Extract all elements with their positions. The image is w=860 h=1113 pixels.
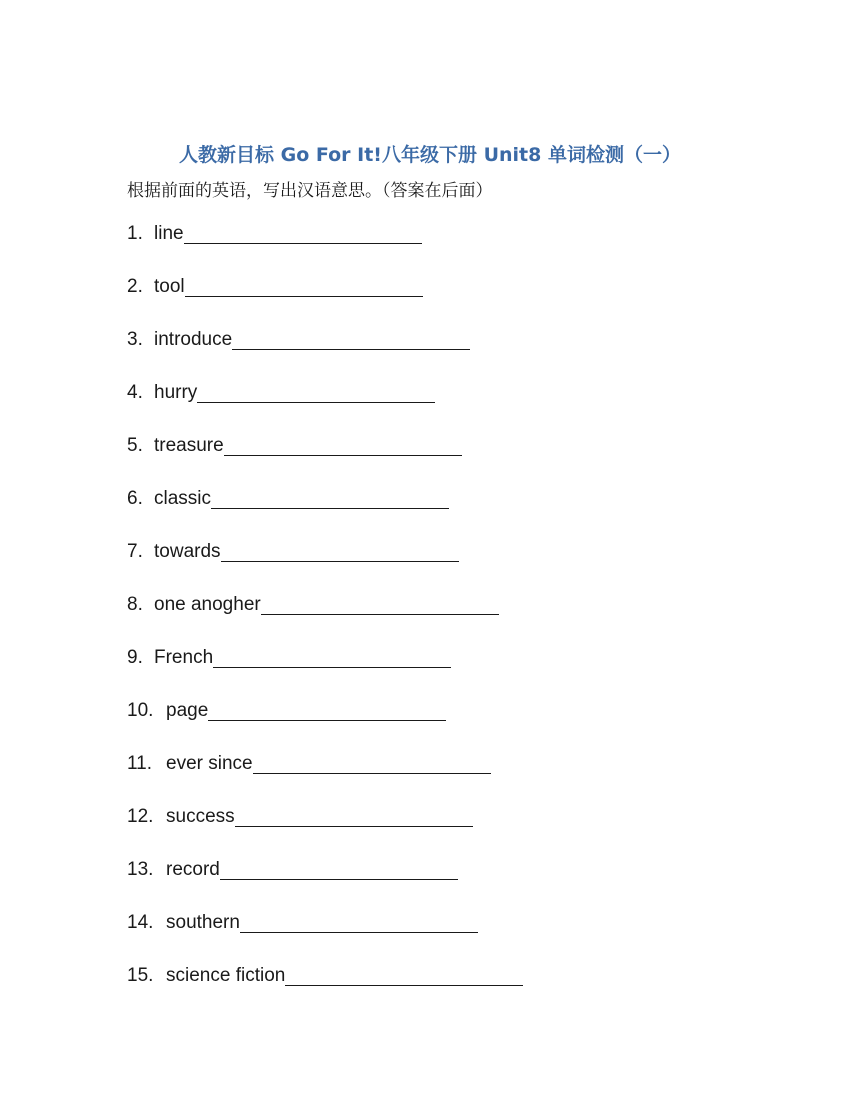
item-word: record — [166, 859, 220, 880]
item-number: 9. — [127, 647, 143, 668]
item-number: 12. — [127, 806, 154, 827]
vocab-item — [127, 274, 523, 327]
item-word: treasure — [154, 435, 224, 456]
item-number: 10. — [127, 700, 154, 721]
vocab-item — [127, 486, 523, 539]
item-word: French — [154, 647, 214, 668]
answer-blank[interactable] — [285, 963, 523, 986]
vocab-item — [127, 592, 523, 645]
item-number: 3. — [127, 329, 143, 350]
vocab-item — [127, 221, 523, 274]
answer-blank[interactable] — [253, 751, 491, 774]
item-number: 7. — [127, 541, 143, 562]
item-word: line — [154, 223, 184, 244]
worksheet-title: 人教新目标 Go For It!八年级下册 Unit8 单词检测（一） — [179, 144, 681, 166]
vocab-item — [127, 804, 523, 857]
vocab-item — [127, 327, 523, 380]
item-word: one anogher — [154, 594, 261, 615]
item-number: 6. — [127, 488, 143, 509]
answer-blank[interactable] — [220, 857, 458, 880]
item-word: southern — [166, 912, 240, 933]
vocab-item — [127, 380, 523, 433]
vocab-item — [127, 910, 523, 963]
vocabulary-list — [127, 221, 523, 1016]
instruction-text: 根据前面的英语，写出汉语意思。（答案在后面） — [127, 181, 493, 201]
item-number: 1. — [127, 223, 143, 244]
item-number: 14. — [127, 912, 154, 933]
vocab-item — [127, 857, 523, 910]
answer-blank[interactable] — [240, 910, 478, 933]
item-word: success — [166, 806, 235, 827]
vocab-item — [127, 698, 523, 751]
item-word: classic — [154, 488, 212, 509]
vocab-item — [127, 433, 523, 486]
item-word: introduce — [154, 329, 233, 350]
item-word: tool — [154, 276, 185, 297]
answer-blank[interactable] — [211, 486, 449, 509]
answer-blank[interactable] — [185, 274, 423, 297]
answer-blank[interactable] — [184, 221, 422, 244]
answer-blank[interactable] — [213, 645, 451, 668]
answer-blank[interactable] — [232, 327, 470, 350]
item-number: 4. — [127, 382, 143, 403]
item-word: towards — [154, 541, 221, 562]
item-number: 15. — [127, 965, 154, 986]
item-word: hurry — [154, 382, 198, 403]
answer-blank[interactable] — [197, 380, 435, 403]
vocab-item — [127, 751, 523, 804]
vocab-item — [127, 963, 523, 1016]
answer-blank[interactable] — [235, 804, 473, 827]
item-number: 5. — [127, 435, 143, 456]
answer-blank[interactable] — [261, 592, 499, 615]
item-word: page — [166, 700, 209, 721]
item-word: ever since — [166, 753, 253, 774]
answer-blank[interactable] — [221, 539, 459, 562]
vocab-item — [127, 645, 523, 698]
answer-blank[interactable] — [208, 698, 446, 721]
item-number: 2. — [127, 276, 143, 297]
item-number: 11. — [127, 753, 153, 774]
item-number: 8. — [127, 594, 143, 615]
vocab-item — [127, 539, 523, 592]
item-word: science fiction — [166, 965, 286, 986]
item-number: 13. — [127, 859, 154, 880]
answer-blank[interactable] — [224, 433, 462, 456]
